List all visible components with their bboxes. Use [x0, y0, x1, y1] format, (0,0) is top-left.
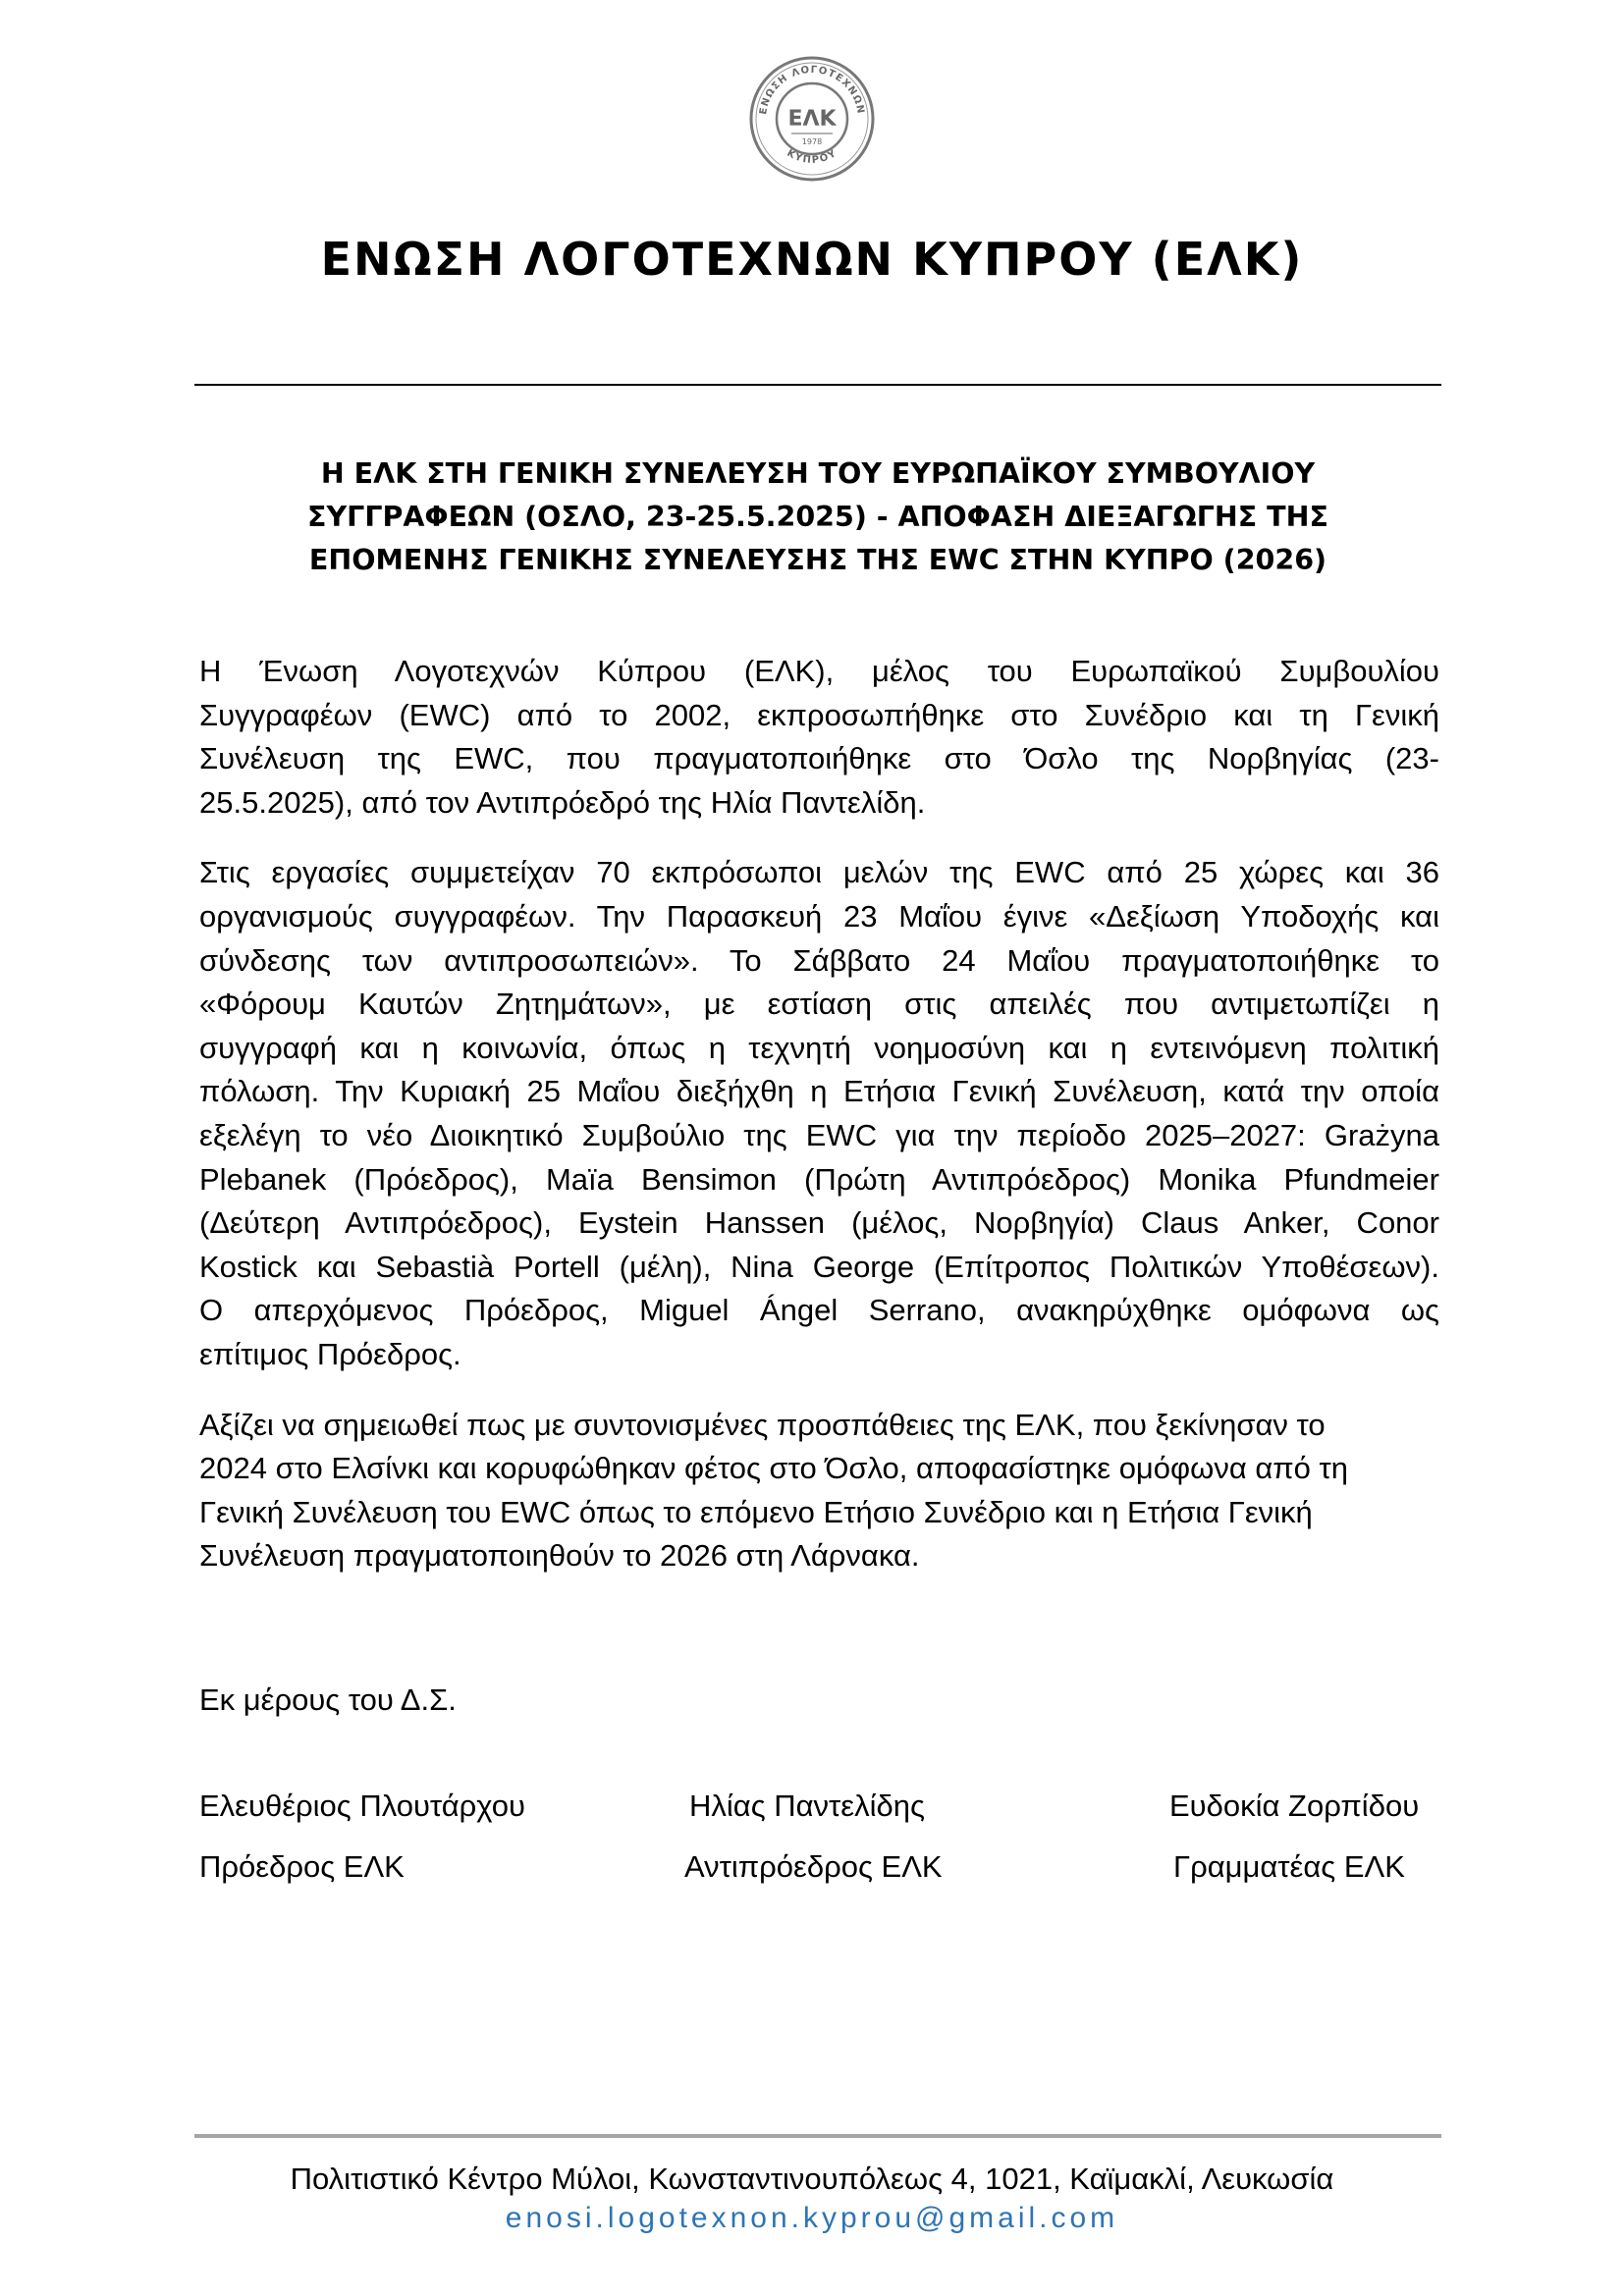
body-text [199, 650, 1439, 1605]
elk-seal-logo [748, 55, 876, 183]
text-line: Γενική Συνέλευση του EWC όπως το επόμενο Ετήσιο Συνέδριο και η Ετήσια Γενική [199, 1494, 1313, 1529]
footer-address: Πολιτιστικό Κέντρο Μύλοι, Κωνσταντινουπόλεως 4, 1021, Καϊμακλί, Λευκωσία [290, 2162, 1334, 2196]
headline-line: ΕΠΟΜΕΝΗΣ ΓΕΝΙΚΗΣ ΣΥΝΕΛΕΥΣΗΣ ΤΗΣ EWC ΣΤΗΝ ΚΥΠΡΟ (2026) [308, 544, 1327, 576]
text-line: πόλωση. Την Κυριακή 25 Μαΐου διεξήχθη η Ετήσια Γενική Συνέλευση, κατά την οποία [199, 1074, 1439, 1109]
signatory-role-secretary: Γραμματέας ΕΛΚ [1173, 1849, 1405, 1884]
text-line: Ο απερχόμενος Πρόεδρος, Miguel Ángel Serrano, ανακηρύχθηκε ομόφωνα ως [199, 1293, 1439, 1328]
logo-ring-text: ΕΝΩΣΗ ΛΟΓΟΤΕΧΝΩΝ [758, 64, 866, 116]
seal-icon [748, 55, 876, 183]
text-line: σύνδεσης των αντιπροσωπειών». Το Σάββατο 24 Μαΐου πραγματοποιήθηκε το [199, 942, 1439, 978]
text-line: Συνέλευση της EWC, που πραγματοποιήθηκε στο Όσλο της Νορβηγίας (23- [199, 741, 1439, 776]
signatory-name-secretary: Ευδοκία Ζορπίδου [1169, 1789, 1420, 1823]
footer-email-link[interactable]: enosi.logotexnon.kyprou@gmail.com [505, 2202, 1119, 2234]
signatory-name-vice-president: Ηλίας Παντελίδης [689, 1789, 925, 1823]
text-line: «Φόρουμ Καυτών Ζητημάτων», με εστίαση στις απειλές που αντιμετωπίζει η [199, 987, 1439, 1022]
text-line: 2024 στο Ελσίνκι και κορυφώθηκαν φέτος στο Όσλο, αποφασίστηκε ομόφωνα από τη [199, 1451, 1349, 1486]
svg-text:ΚΥΠΡΟΥ [785, 148, 839, 166]
text-line: οργανισμούς συγγραφέων. Την Παρασκευή 23 Μαΐου έγινε «Δεξίωση Υποδοχής και [199, 898, 1439, 934]
text-line: εξελέγη το νέο Διοικητικό Συμβούλιο της EWC για την περίοδο 2025–2027: Grażyna [199, 1117, 1439, 1152]
text-line: Plebanek (Πρόεδρος), Maïa Bensimon (Πρώτη Αντιπρόεδρος) Monika Pfundmeier [199, 1161, 1439, 1197]
logo-ring-text-bottom: ΚΥΠΡΟΥ [785, 147, 839, 166]
paragraph-intro [199, 650, 1439, 825]
text-line: Στις εργασίες συμμετείχαν 70 εκπρόσωποι μελών της EWC από 25 χώρες και 36 [199, 855, 1439, 890]
organization-title: ΕΝΩΣΗ ΛΟΓΟΤΕΧΝΩΝ ΚΥΠΡΟΥ (ΕΛΚ) [320, 233, 1304, 286]
header-divider [194, 384, 1441, 386]
text-line: Kostick και Sebastià Portell (μέλη), Nina George (Επίτροπος Πολιτικών Υποθέσεων). [199, 1249, 1439, 1284]
footer-divider [194, 2134, 1441, 2138]
text-line: Αξίζει να σημειωθεί πως με συντονισμένες προσπάθειες της ΕΛΚ, που ξεκίνησαν το [199, 1407, 1326, 1442]
text-line: συγγραφή και η κοινωνία, όπως η τεχνητή νοημοσύνη και η εντεινόμενη πολιτική [199, 1030, 1439, 1065]
signatory-name-president: Ελευθέριος Πλουτάρχου [199, 1789, 525, 1823]
text-line: 25.5.2025), από τον Αντιπρόεδρό της Ηλία Παντελίδη. [199, 784, 926, 820]
headline-line: ΣΥΓΓΡΑΦΕΩΝ (ΟΣΛΟ, 23-25.5.2025) - ΑΠΟΦΑΣΗ ΔΙΕΞΑΓΩΓΗΣ ΤΗΣ [307, 501, 1328, 533]
paragraph-decision [199, 1404, 1439, 1578]
text-line: Η Ένωση Λογοτεχνών Κύπρου (ΕΛΚ), μέλος του Ευρωπαϊκού Συμβουλίου [199, 654, 1439, 688]
text-line: Συγγραφέων (EWC) από το 2002, εκπροσωπήθηκε στο Συνέδριο και τη Γενική [199, 697, 1439, 732]
text-line: Συνέλευση πραγματοποιηθούν το 2026 στη Λάρνακα. [199, 1538, 920, 1574]
text-line: (Δεύτερη Αντιπρόεδρος), Eystein Hanssen (μέλος, Νορβηγία) Claus Anker, Conor [199, 1205, 1439, 1241]
logo-center-text: ΕΛΚ [787, 107, 837, 132]
on-behalf-of-board: Εκ μέρους του Δ.Σ. [199, 1682, 457, 1717]
text-line: επίτιμος Πρόεδρος. [199, 1336, 461, 1371]
press-release-headline [194, 453, 1441, 582]
signatory-role-vice-president: Αντιπρόεδρος ΕΛΚ [684, 1849, 943, 1884]
headline-line: Η ΕΛΚ ΣΤΗ ΓΕΝΙΚΗ ΣΥΝΕΛΕΥΣΗ ΤΟΥ ΕΥΡΩΠΑΪΚΟΥ ΣΥΜΒΟΥΛΙΟΥ [320, 457, 1316, 490]
paragraph-proceedings [199, 851, 1439, 1376]
logo-year: 1978 [801, 137, 823, 146]
signatory-role-president: Πρόεδρος ΕΛΚ [199, 1849, 405, 1884]
